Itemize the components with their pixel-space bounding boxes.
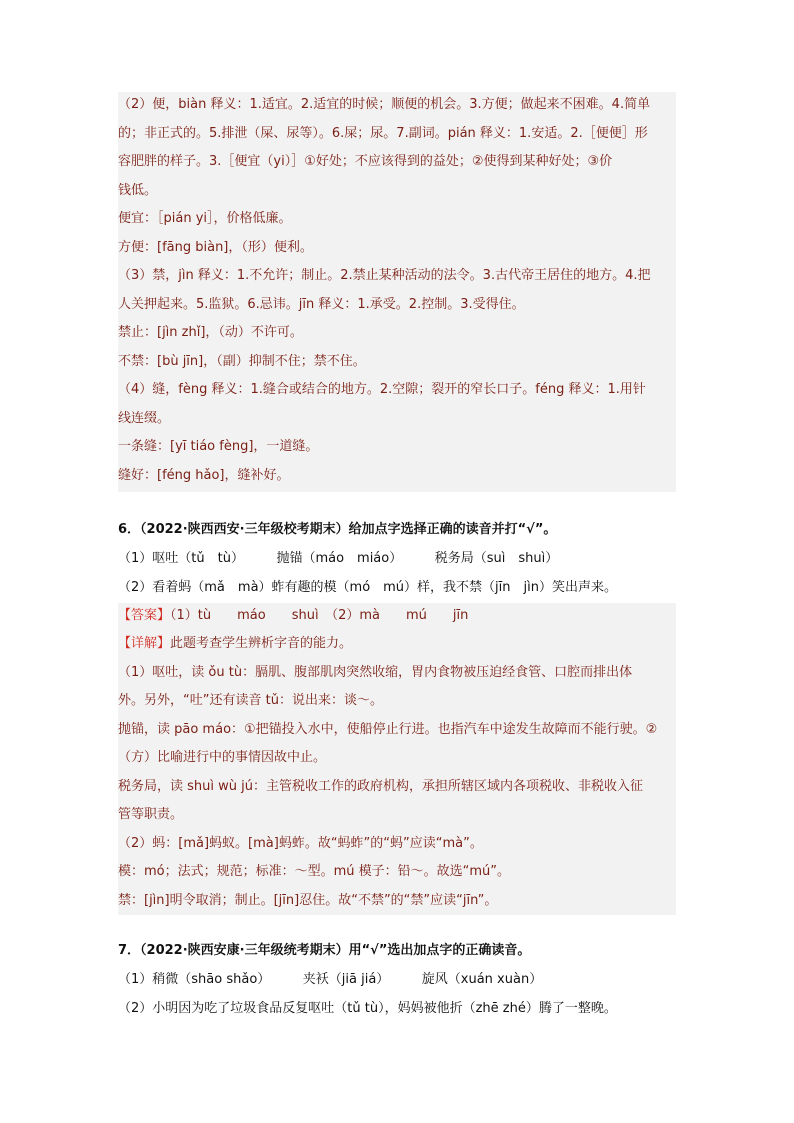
text-line: （4）缝，fèng 释义：1.缝合或结合的地方。2.空隙；裂开的窄长口子。féng 释义：1.用针 <box>118 382 646 397</box>
text-line: （3）禁，jìn 释义：1.不允许；制止。2.禁止某种活动的法令。3.古代帝王居住的地方。4.把 <box>118 268 651 283</box>
question-6-title: 6．（2022·陕西西安·三年级校考期末）给加点字选择正确的读音并打“√”。 <box>118 522 557 537</box>
detail-line: 模：mó；法式；规范；标准：～型。mú 模子：铅～。故选“mú”。 <box>118 864 511 879</box>
question-7-line-1: （1）稍微（shāo shǎo） 夹袄（jiā jiá） 旋风（xuán xuàn） <box>118 972 543 987</box>
text-line: 不禁：[bù jīn]，（副）抑制不住；禁不住。 <box>118 354 366 369</box>
answer-line <box>118 606 468 626</box>
detail-line <box>118 634 352 654</box>
question-7-line-2: （2）小明因为吃了垃圾食品反复呕吐（tǔ tù），妈妈被他折（zhē zhé）腾了一整晚。 <box>118 1001 617 1016</box>
text-line: 缝好：[féng hǎo]，缝补好。 <box>118 468 290 483</box>
detail-line: （方）比喻进行中的事情因故中止。 <box>118 750 327 765</box>
text-line: 禁止：[jìn zhǐ]，（动）不许可。 <box>118 325 303 340</box>
text-line: 容肥胖的样子。3.［便宜（yi）］①好处；不应该得到的益处；②使得到某种好处；③价 <box>118 154 613 169</box>
detail-line: （1）呕吐，读 ǒu tù：膈肌、腹部肌肉突然收缩，胃内食物被压迫经食管、口腔而排出体 <box>118 665 633 680</box>
question-6-line-1: （1）呕吐（tǔ tù） 抛锚（máo miáo） 税务局（suì shuì） <box>118 551 559 566</box>
text-line: 线连缀。 <box>118 411 171 426</box>
detail-line: 税务局，读 shuì wù jú：主管税收工作的政府机构，承担所辖区域内各项税收、非税收入征 <box>118 779 643 794</box>
text-line: （2）便，biàn 释义：1.适宜。2.适宜的时候；顺便的机会。3.方便；做起来不困难。4.简单 <box>118 97 651 112</box>
answer-tag: 【答案】 <box>118 608 171 623</box>
detail-tag: 【详解】 <box>118 636 171 651</box>
detail-line: 禁：[jìn]明令取消；制止。[jīn]忍住。故“不禁”的“禁”应读“jīn”。 <box>118 893 498 908</box>
detail-line: 抛锚，读 pāo máo：①把锚投入水中，使船停止行进。也指汽车中途发生故障而不能行驶。② <box>118 722 658 737</box>
text-line: 一条缝：[yī tiáo fèng]，一道缝。 <box>118 439 319 454</box>
question-7-title: 7．（2022·陕西安康·三年级统考期末）用“√”选出加点字的正确读音。 <box>118 943 531 958</box>
detail-line: 管等职责。 <box>118 807 184 822</box>
detail-text: 此题考查学生辨析字音的能力。 <box>170 636 353 651</box>
text-line: 钱低。 <box>118 183 158 198</box>
text-line: 方便：[fāng biàn]，（形）便利。 <box>118 240 313 255</box>
detail-line: 外。另外，“吐”还有读音 tǔ：说出来：谈～。 <box>118 693 383 708</box>
text-line: 人关押起来。5.监狱。6.忌讳。jīn 释义：1.承受。2.控制。3.受得住。 <box>118 297 525 312</box>
text-line: 的；非正式的。5.排泄（屎、尿等）。6.屎；尿。7.副词。pián 释义：1.安适。2.［便便］形 <box>118 126 648 141</box>
text-line: 便宜：［pián yi］，价格低廉。 <box>118 211 292 226</box>
answer-text: （1）tù máo shuì （2）mà mú jīn <box>170 608 469 623</box>
question-6-line-2: （2）看着蚂（mǎ mà）蚱有趣的模（mó mú）样，我不禁（jīn jìn）笑出声来。 <box>118 580 617 595</box>
detail-line: （2）蚂：[mǎ]蚂蚁。[mà]蚂蚱。故“蚂蚱”的“蚂”应读“mà”。 <box>118 836 483 851</box>
